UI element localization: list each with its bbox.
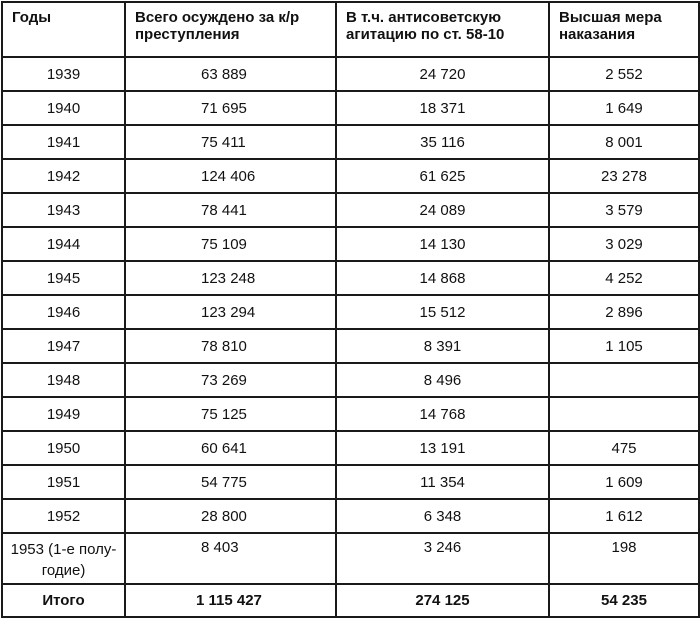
capital-cell: 8 001: [549, 125, 699, 159]
agitation-cell: 8 391: [336, 329, 549, 363]
header-row: [2, 2, 699, 57]
total-cell: 54 775: [125, 465, 336, 499]
total-cell: 123 294: [125, 295, 336, 329]
year-cell: Итого: [2, 584, 125, 617]
table-row: [2, 261, 699, 295]
year-cell: 1953 (1-е полу-годие): [2, 533, 125, 584]
table-row: [2, 363, 699, 397]
table-row: [2, 295, 699, 329]
capital-cell: 198: [549, 533, 699, 584]
agitation-cell: 6 348: [336, 499, 549, 533]
year-cell: 1944: [2, 227, 125, 261]
agitation-cell: 18 371: [336, 91, 549, 125]
capital-cell: 23 278: [549, 159, 699, 193]
capital-cell: 2 896: [549, 295, 699, 329]
capital-cell: [549, 363, 699, 397]
agitation-cell: 14 130: [336, 227, 549, 261]
agitation-cell: 13 191: [336, 431, 549, 465]
year-cell: 1951: [2, 465, 125, 499]
total-cell: 75 125: [125, 397, 336, 431]
agitation-cell: 24 089: [336, 193, 549, 227]
table-row: [2, 499, 699, 533]
year-cell: 1948: [2, 363, 125, 397]
total-cell: 78 441: [125, 193, 336, 227]
table-row: [2, 329, 699, 363]
year-cell: 1940: [2, 91, 125, 125]
year-cell: 1949: [2, 397, 125, 431]
table-row-half-year: [2, 533, 699, 584]
table-row-total: [2, 584, 699, 617]
year-cell: 1941: [2, 125, 125, 159]
capital-cell: 1 105: [549, 329, 699, 363]
year-cell: 1947: [2, 329, 125, 363]
capital-cell: 1 609: [549, 465, 699, 499]
year-cell: 1943: [2, 193, 125, 227]
total-cell: 73 269: [125, 363, 336, 397]
agitation-cell: 35 116: [336, 125, 549, 159]
total-cell: 60 641: [125, 431, 336, 465]
table-row: [2, 465, 699, 499]
table-row: [2, 397, 699, 431]
agitation-cell: 15 512: [336, 295, 549, 329]
year-cell: 1942: [2, 159, 125, 193]
total-cell: 8 403: [125, 533, 336, 584]
capital-cell: [549, 397, 699, 431]
year-cell: 1952: [2, 499, 125, 533]
capital-cell: 3 579: [549, 193, 699, 227]
total-cell: 71 695: [125, 91, 336, 125]
capital-cell: 3 029: [549, 227, 699, 261]
total-cell: 1 115 427: [125, 584, 336, 617]
year-cell: 1950: [2, 431, 125, 465]
total-cell: 123 248: [125, 261, 336, 295]
year-cell: 1946: [2, 295, 125, 329]
header-agitation: В т.ч. антисоветскую агитацию по ст. 58-10: [336, 2, 549, 57]
capital-cell: 475: [549, 431, 699, 465]
table-row: [2, 57, 699, 91]
agitation-cell: 24 720: [336, 57, 549, 91]
agitation-cell: 61 625: [336, 159, 549, 193]
capital-cell: 4 252: [549, 261, 699, 295]
total-cell: 124 406: [125, 159, 336, 193]
table-row: [2, 125, 699, 159]
total-cell: 78 810: [125, 329, 336, 363]
total-cell: 63 889: [125, 57, 336, 91]
total-cell: 28 800: [125, 499, 336, 533]
convictions-table: [1, 1, 700, 618]
table-row: [2, 193, 699, 227]
year-cell: 1945: [2, 261, 125, 295]
capital-cell: 1 649: [549, 91, 699, 125]
table-row: [2, 159, 699, 193]
table-row: [2, 431, 699, 465]
agitation-cell: 11 354: [336, 465, 549, 499]
table-row: [2, 227, 699, 261]
header-capital: Высшая мера наказания: [549, 2, 699, 57]
header-year: Годы: [2, 2, 125, 57]
agitation-cell: 14 868: [336, 261, 549, 295]
capital-cell: 2 552: [549, 57, 699, 91]
agitation-cell: 14 768: [336, 397, 549, 431]
agitation-cell: 8 496: [336, 363, 549, 397]
agitation-cell: 3 246: [336, 533, 549, 584]
agitation-cell: 274 125: [336, 584, 549, 617]
header-total: Всего осуждено за к/р преступления: [125, 2, 336, 57]
total-cell: 75 109: [125, 227, 336, 261]
table-row: [2, 91, 699, 125]
capital-cell: 54 235: [549, 584, 699, 617]
year-cell: 1939: [2, 57, 125, 91]
table-body: [2, 57, 699, 617]
total-cell: 75 411: [125, 125, 336, 159]
capital-cell: 1 612: [549, 499, 699, 533]
